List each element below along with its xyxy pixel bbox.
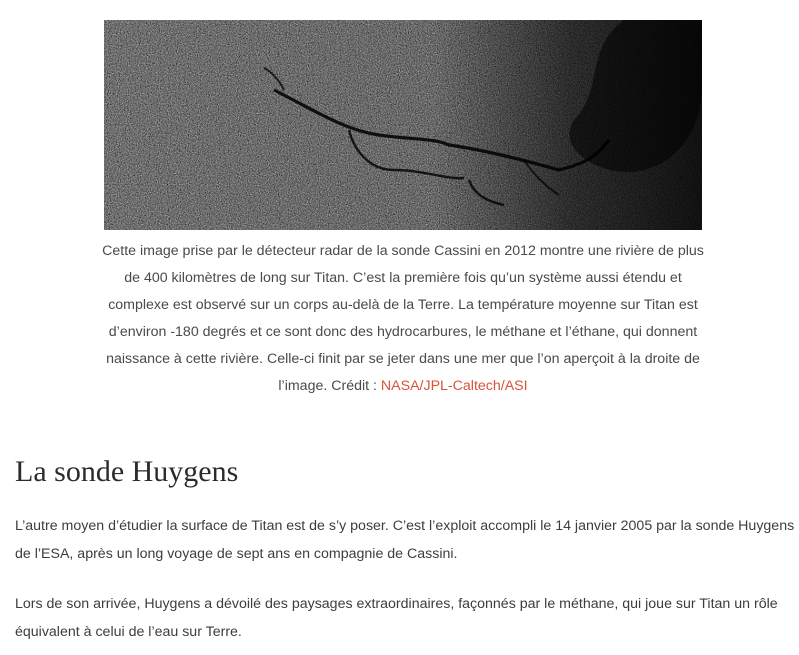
paragraph: Lors de son arrivée, Huygens a dévoilé des paysages extraordinaires, façonnés par le méthane, qui joue sur Titan un rôle équivalent à celui de l’eau sur Terre.	[15, 596, 778, 640]
titan-radar-image	[104, 20, 702, 230]
section-heading: La sonde Huygens	[15, 455, 239, 488]
figure-caption	[94, 238, 712, 400]
credit-link[interactable]: NASA/JPL-Caltech/ASI	[380, 378, 528, 394]
caption-text: Cette image prise par le détecteur radar de la sonde Cassini en 2012 montre une rivière de plus de 400 kilomètres de long sur Titan. C’est la première fois qu’un système aussi étendu et complexe est observé sur un corps au-delà de la Terre. La température moyenne sur Titan est d’environ -180 degrés et ce sont donc des hydrocarbures, le méthane et l’éthane, qui donnent naissance à cette rivière. Celle-ci finit par se jeter dans une mer que l’on aperçoit à la droite de l’image. Crédit :	[102, 243, 704, 394]
paragraph: L’autre moyen d’étudier la surface de Titan est de s’y poser. C’est l’exploit accompli le 14 janvier 2005 par la sonde Huygens de l’ESA, après un long voyage de sept ans en compagnie de Cassini.	[15, 518, 795, 562]
figure	[104, 20, 702, 230]
